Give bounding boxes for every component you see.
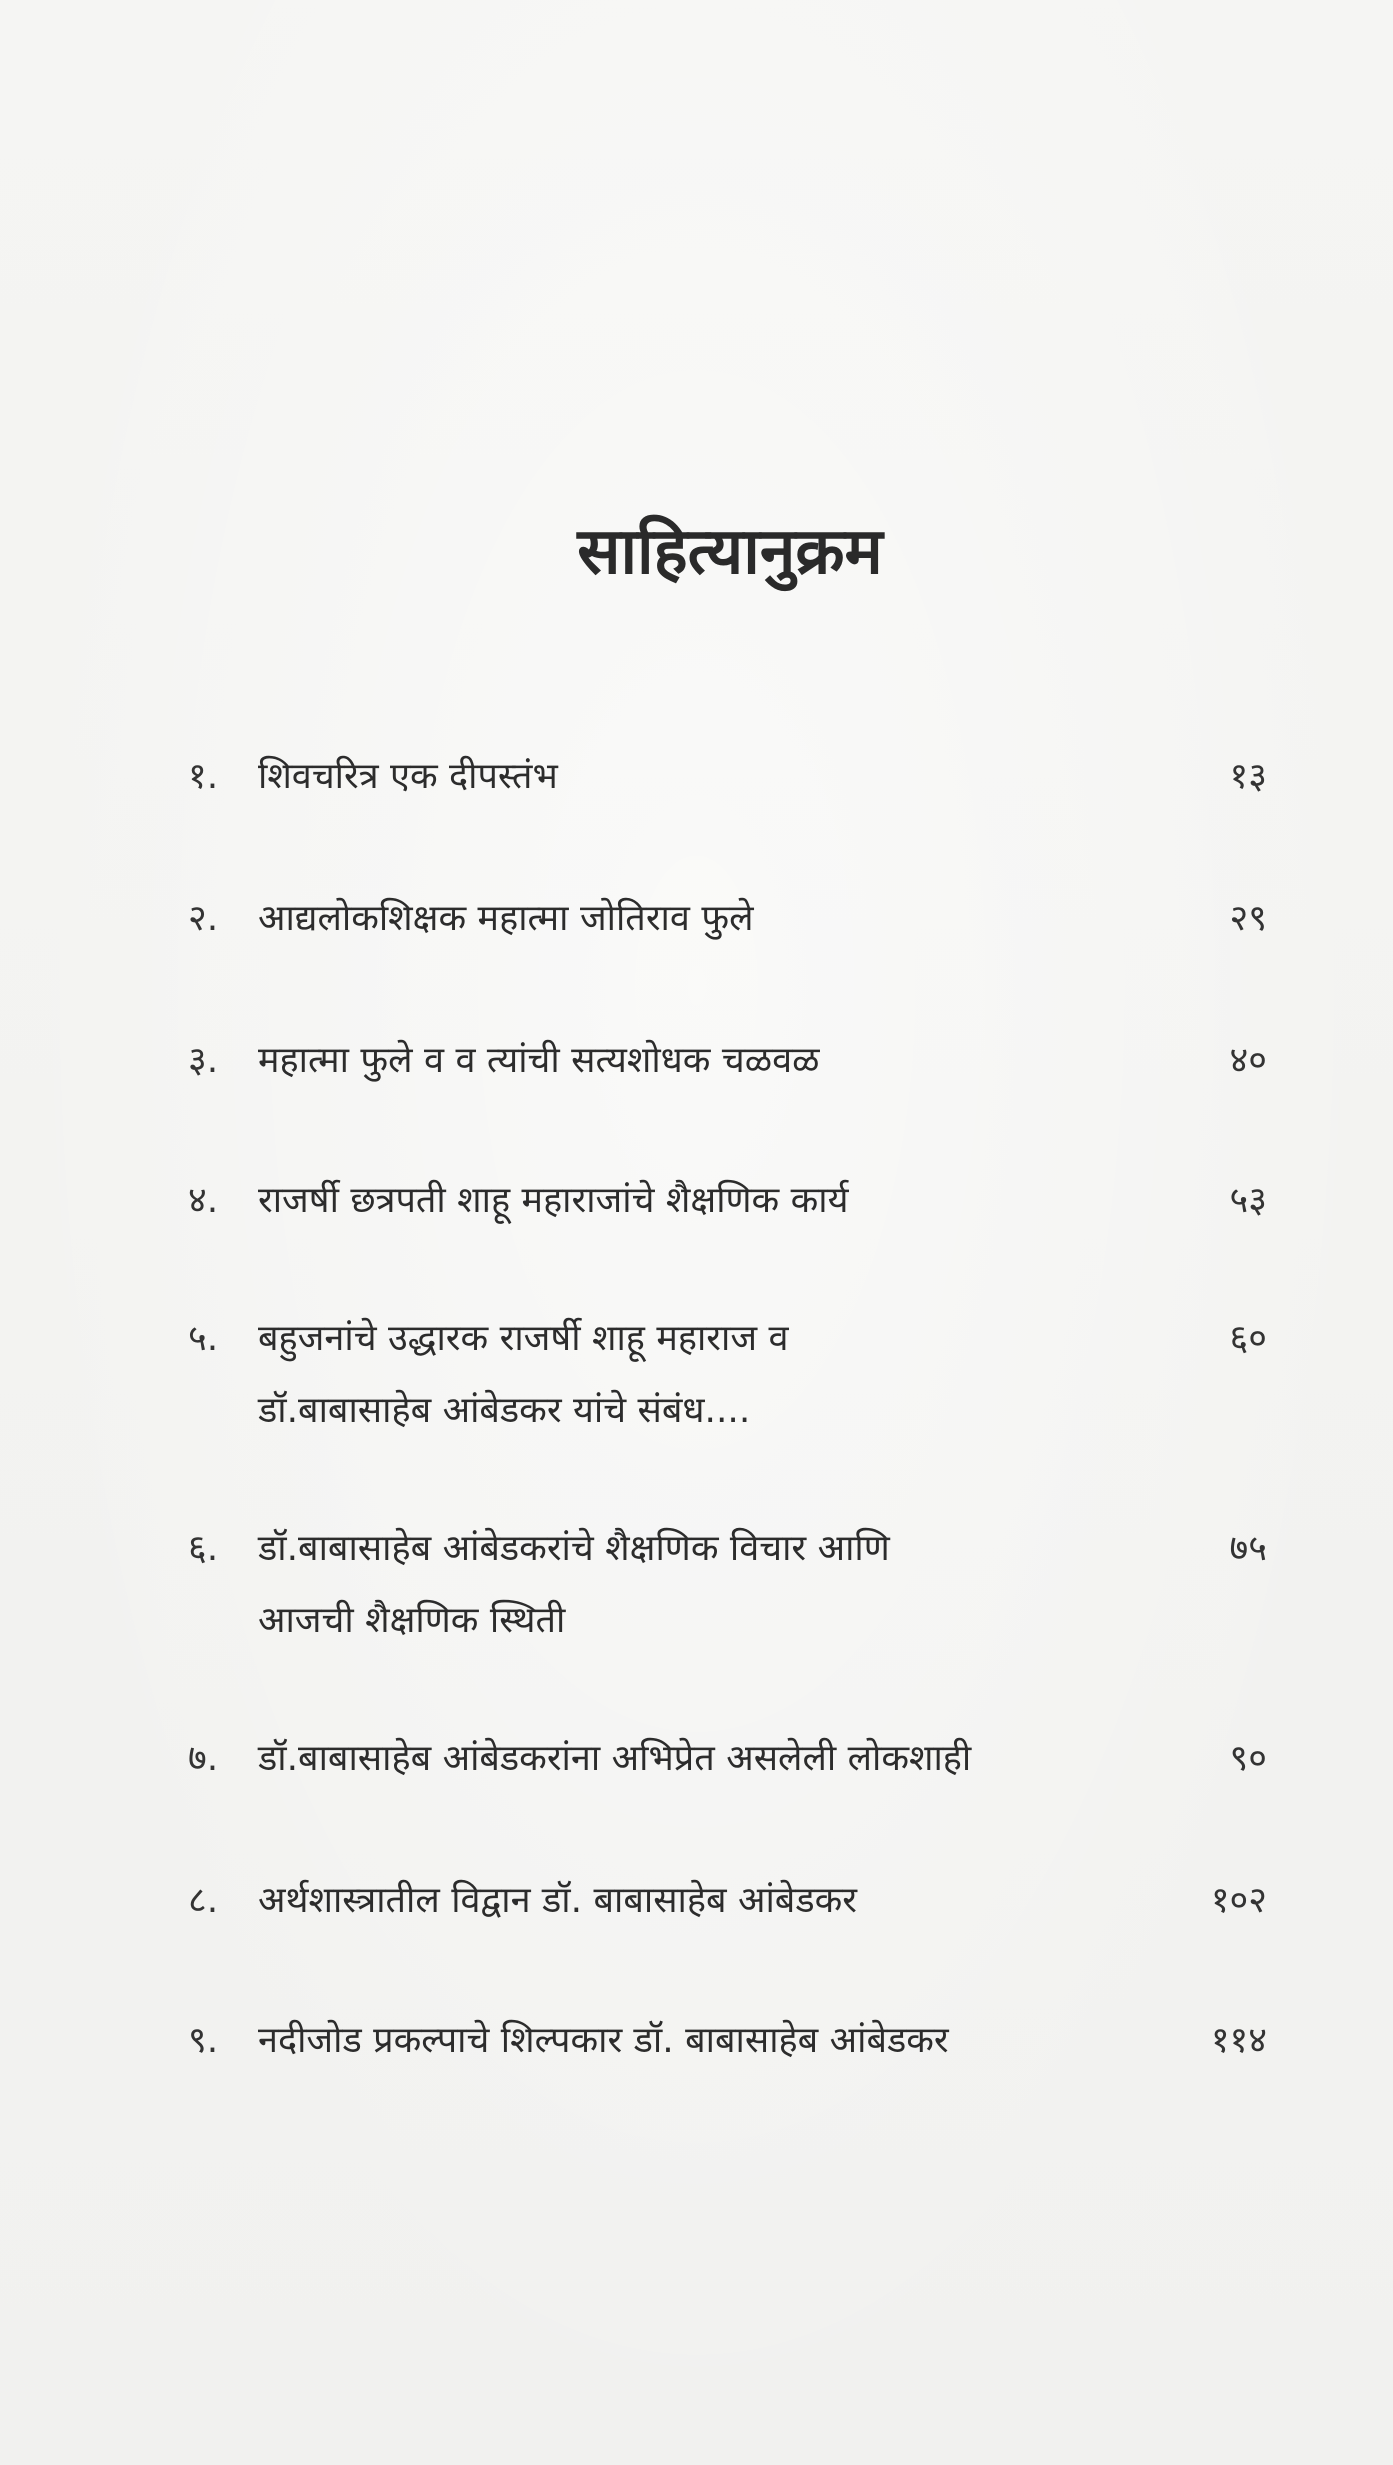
entry-page-number: ४० xyxy=(1229,1040,1267,1081)
entry-page-number: ६० xyxy=(1229,1318,1267,1359)
entry-number: ३. xyxy=(188,1040,219,1081)
entry-title-line: आद्यलोकशिक्षक महात्मा जोतिराव फुले xyxy=(258,898,754,939)
entry-title xyxy=(258,1723,1158,1795)
entry-title-line: डॉ.बाबासाहेब आंबेडकर यांचे संबंध.... xyxy=(258,1390,751,1431)
entry-title xyxy=(258,741,1158,813)
entry-page-number: २९ xyxy=(1229,898,1267,939)
entry-number: ४. xyxy=(188,1180,219,1221)
entry-title xyxy=(258,883,1158,955)
entry-page-number: ५३ xyxy=(1229,1180,1267,1221)
page-title: साहित्यानुक्रम xyxy=(577,515,883,589)
entry-title xyxy=(258,2005,1158,2077)
entry-title-line: बहुजनांचे उद्धारक राजर्षी शाहू महाराज व xyxy=(258,1318,789,1359)
entry-title-line: डॉ.बाबासाहेब आंबेडकरांचे शैक्षणिक विचार आणि xyxy=(258,1528,890,1569)
entry-number: २. xyxy=(188,898,219,939)
entry-number: ५. xyxy=(188,1318,219,1359)
entry-title xyxy=(258,1513,1158,1657)
entry-page-number: १०२ xyxy=(1210,1880,1267,1921)
entry-number: ८. xyxy=(188,1880,219,1921)
entry-title-line: डॉ.बाबासाहेब आंबेडकरांना अभिप्रेत असलेली लोकशाही xyxy=(258,1738,972,1779)
entry-title xyxy=(258,1303,1158,1447)
entry-title-line: नदीजोड प्रकल्पाचे शिल्पकार डॉ. बाबासाहेब आंबेडकर xyxy=(258,2020,949,2061)
entry-page-number: ७५ xyxy=(1229,1528,1267,1569)
entry-number: ६. xyxy=(188,1528,219,1569)
entry-title xyxy=(258,1865,1158,1937)
entry-title xyxy=(258,1165,1158,1237)
entry-number: ९. xyxy=(188,2020,219,2061)
entry-title-line: शिवचरित्र एक दीपस्तंभ xyxy=(258,756,558,797)
entry-page-number: ११४ xyxy=(1210,2020,1267,2061)
entry-number: ७. xyxy=(188,1738,219,1779)
entry-page-number: १३ xyxy=(1229,756,1267,797)
entry-page-number: ९० xyxy=(1229,1738,1267,1779)
entry-title-line: आजची शैक्षणिक स्थिती xyxy=(258,1600,566,1641)
entry-title-line: अर्थशास्त्रातील विद्वान डॉ. बाबासाहेब आंबेडकर xyxy=(258,1880,857,1921)
entry-title xyxy=(258,1025,1158,1097)
entry-title-line: महात्मा फुले व व त्यांची सत्यशोधक चळवळ xyxy=(258,1040,820,1081)
entry-title-line: राजर्षी छत्रपती शाहू महाराजांचे शैक्षणिक कार्य xyxy=(258,1180,849,1221)
entry-number: १. xyxy=(188,756,219,797)
